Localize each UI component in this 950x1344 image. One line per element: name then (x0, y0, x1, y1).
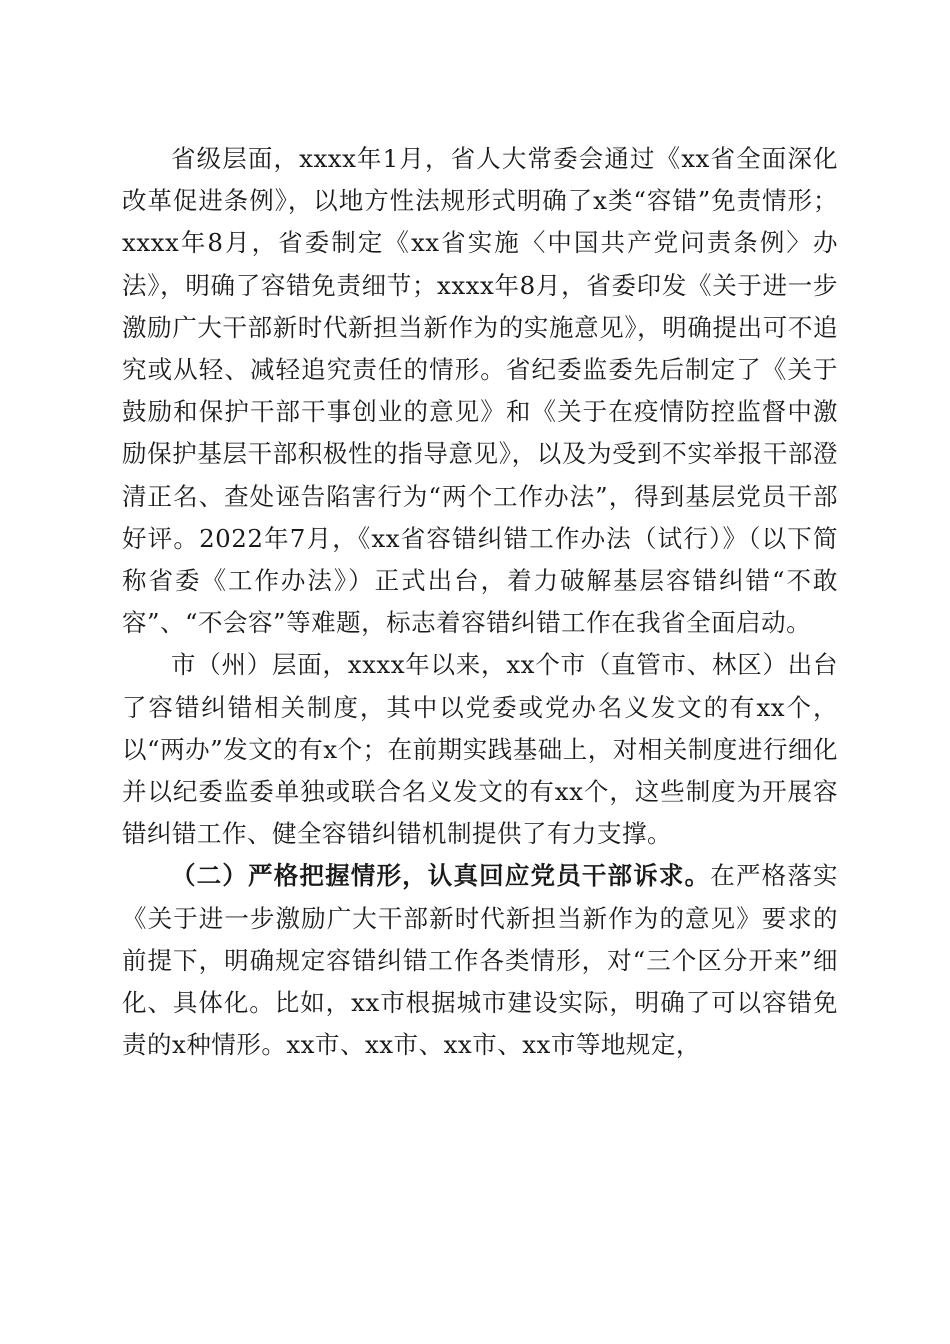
paragraph-city-level (122, 644, 838, 855)
document-body (122, 138, 838, 1066)
paragraph-text: 市（州）层面，xxxx年以来，xx个市（直管市、林区）出台了容错纠错相关制度，其中以党委或党办名义发文的有xx个，以“两办”发文的有x个；在前期实践基础上，对相关制度进行细化并以纪委监委单独或联合名义发文的有xx个，这些制度为开展容错纠错工作、健全容错纠错机制提供了有力支撑。 (122, 650, 838, 849)
paragraph-text: 省级层面，xxxx年1月，省人大常委会通过《xx省全面深化改革促进条例》，以地方性法规形式明确了x类“容错”免责情形；xxxx年8月，省委制定《xx省实施〈中国共产党问责条例〉办法》，明确了容错免责细节；xxxx年8月，省委印发《关于进一步激励广大干部新时代新担当新作为的实施意见》，明确提出可不追究或从轻、减轻追究责任的情形。省纪委监委先后制定了《关于鼓励和保护干部干事创业的意见》和《关于在疫情防控监督中激励保护基层干部积极性的指导意见》，以及为受到不实举报干部澄清正名、查处诬告陷害行为“两个工作办法”，得到基层党员干部好评。2022年7月，《xx省容错纠错工作办法（试行）》（以下简称省委《工作办法》）正式出台，着力破解基层容错纠错“不敢容”、“不会容”等难题，标志着容错纠错工作在我省全面启动。 (122, 144, 838, 638)
paragraph-text: 在严格落实《关于进一步激励广大干部新时代新担当新作为的意见》要求的前提下，明确规定容错纠错工作各类情形，对“三个区分开来”细化、具体化。比如，xx市根据城市建设实际，明确了可以容错免责的x种情形。xx市、xx市、xx市、xx市等地规定， (122, 861, 839, 1060)
section-heading: （二）严格把握情形，认真回应党员干部诉求。 (171, 861, 711, 891)
paragraph-provincial-level (122, 138, 838, 644)
paragraph-section-two (122, 855, 838, 1066)
